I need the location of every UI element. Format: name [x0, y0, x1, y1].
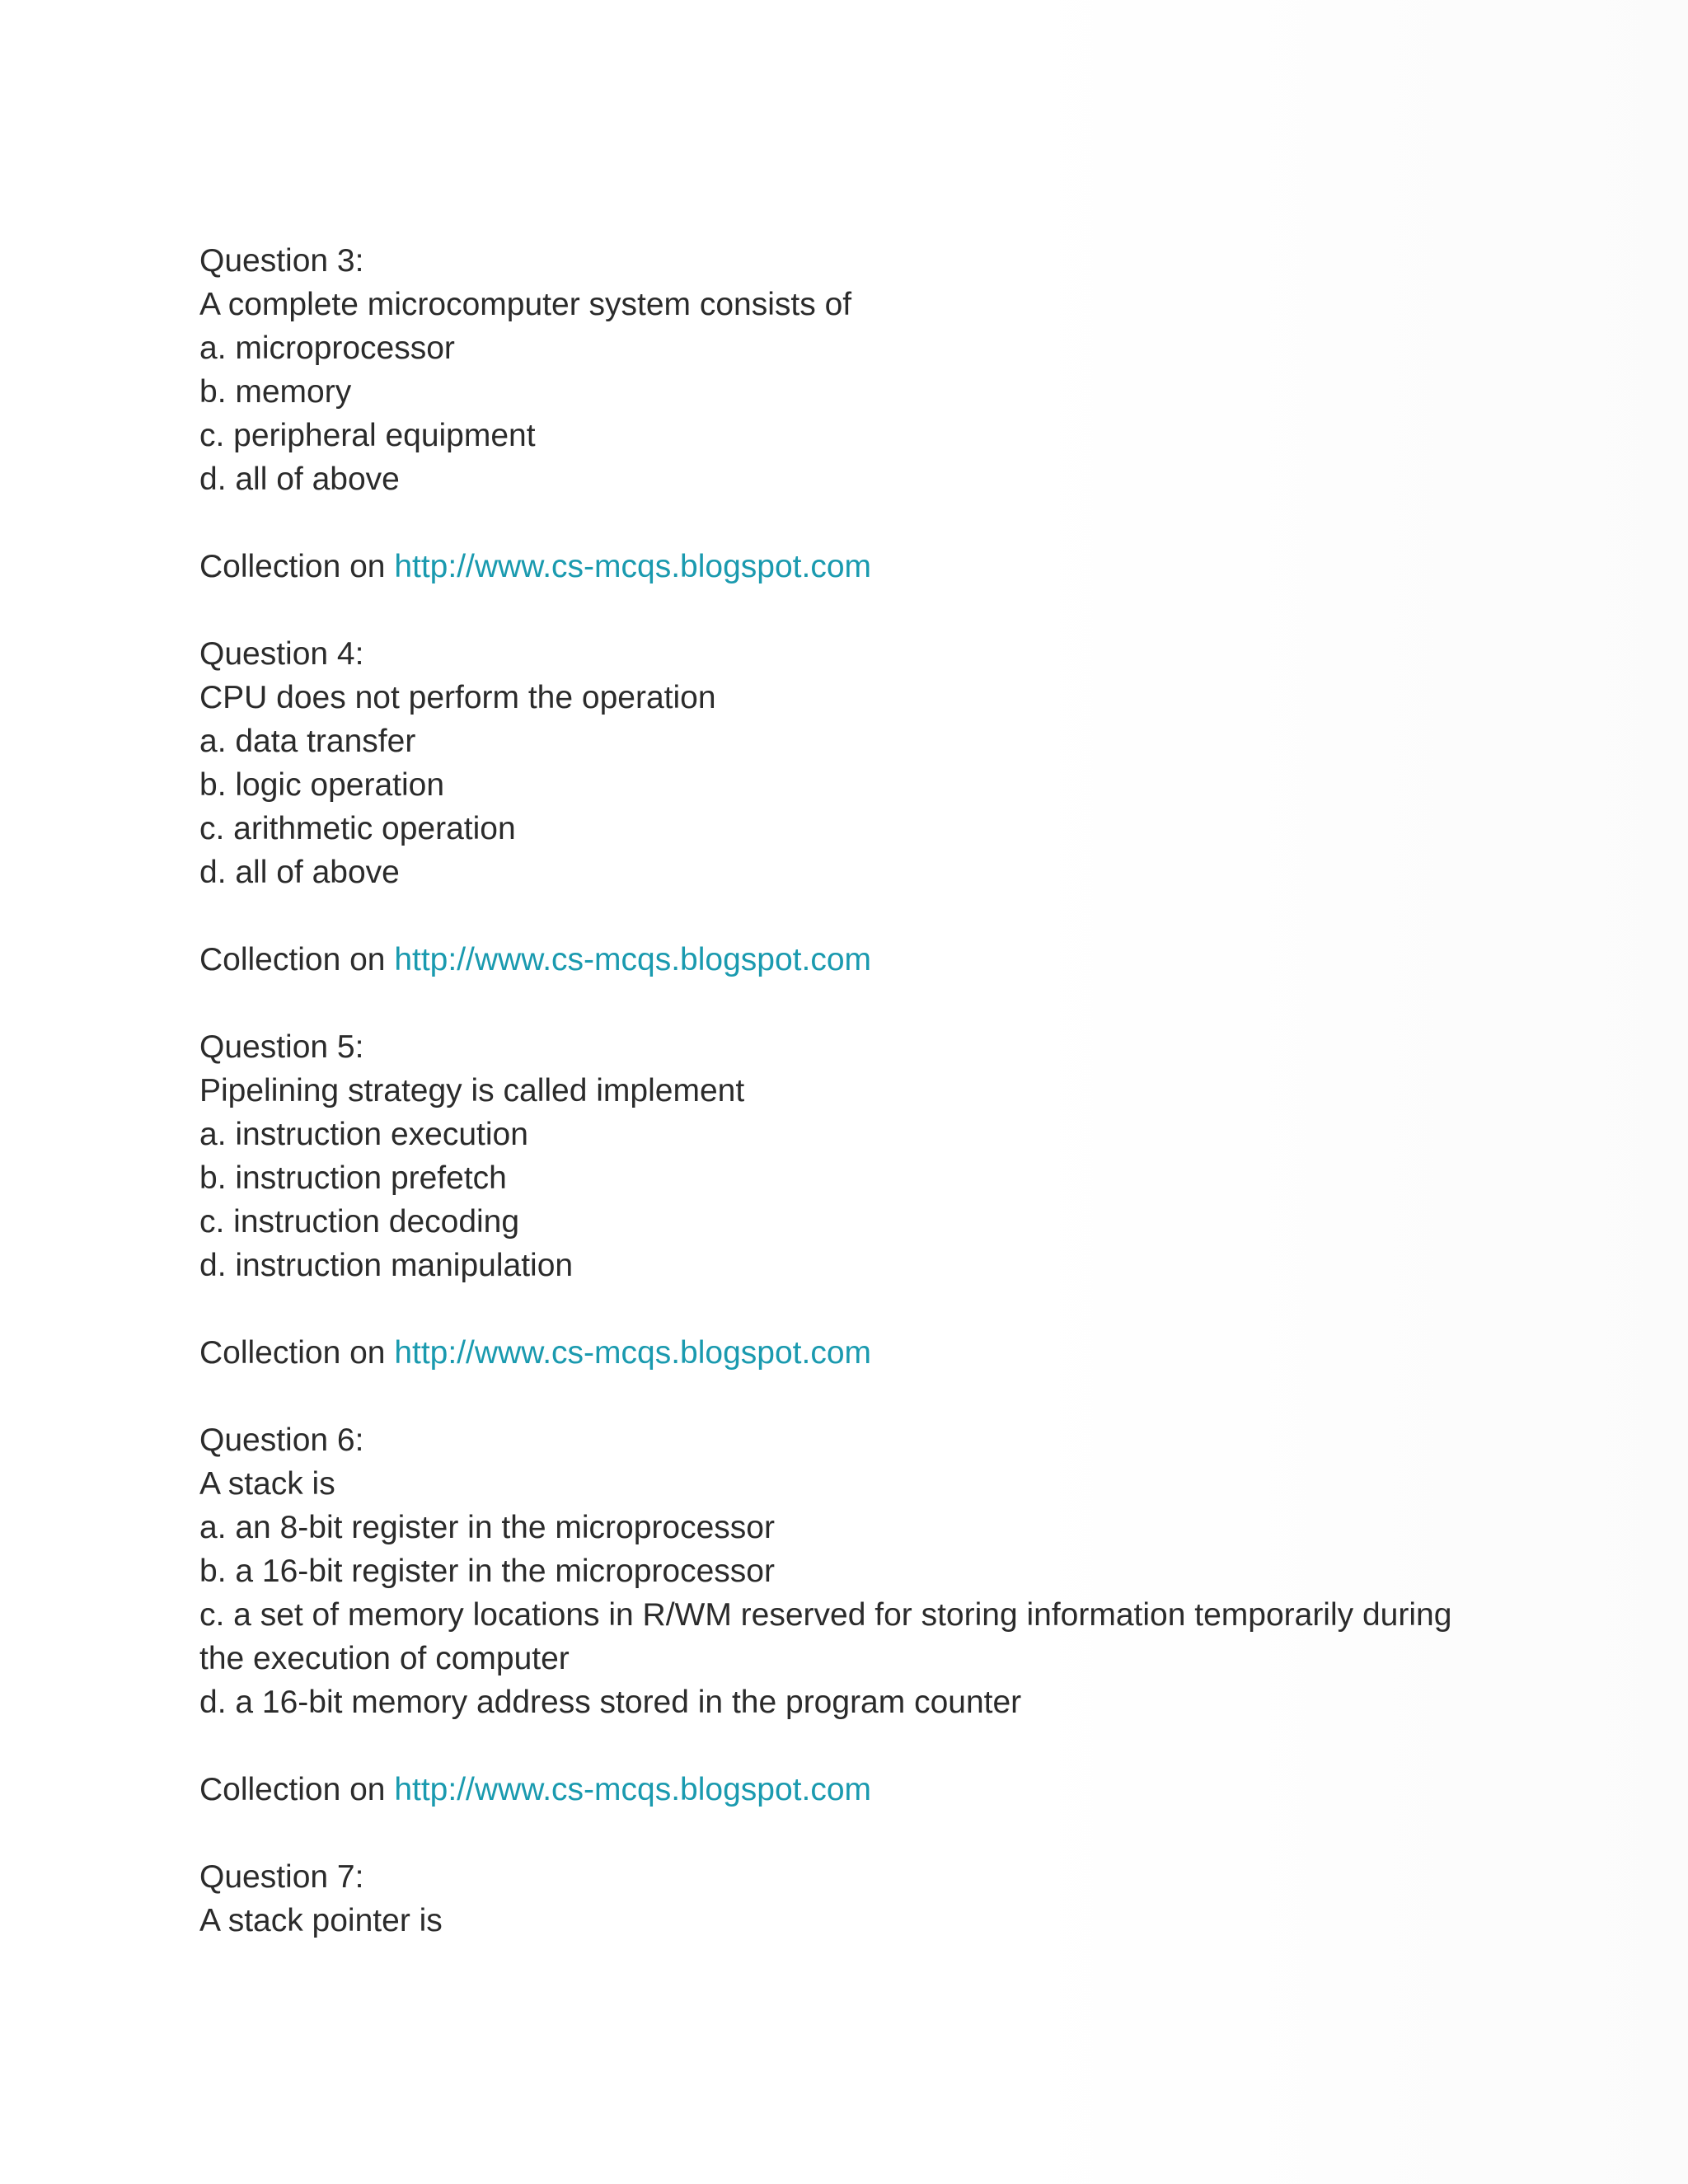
collection-prefix: Collection on — [199, 1772, 395, 1807]
document-content — [199, 239, 1502, 1943]
question-block-3 — [199, 239, 1502, 632]
question-text: A complete microcomputer system consists of — [199, 287, 852, 322]
question-block-6 — [199, 1418, 1502, 1855]
option-b: b. instruction prefetch — [199, 1160, 507, 1196]
question-text: CPU does not perform the operation — [199, 680, 716, 715]
collection-prefix: Collection on — [199, 1335, 395, 1371]
option-a: a. data transfer — [199, 724, 416, 759]
option-c: c. arithmetic operation — [199, 811, 516, 846]
collection-link[interactable]: http://www.cs-mcqs.blogspot.com — [394, 549, 872, 584]
question-text: A stack pointer is — [199, 1903, 443, 1938]
option-a: a. an 8-bit register in the microprocessor — [199, 1510, 775, 1545]
question-block-7 — [199, 1855, 1502, 1943]
question-label: Question 3: — [199, 243, 364, 279]
spacer — [199, 1724, 1502, 1768]
collection-link[interactable]: http://www.cs-mcqs.blogspot.com — [394, 942, 872, 977]
spacer — [199, 894, 1502, 938]
option-d: d. all of above — [199, 462, 400, 497]
option-b: b. memory — [199, 374, 352, 410]
spacer — [199, 1287, 1502, 1331]
option-c: c. a set of memory locations in R/WM reserved for storing information temporarily during the execution of computer — [199, 1597, 1452, 1676]
question-block-4 — [199, 632, 1502, 1025]
spacer — [199, 501, 1502, 545]
spacer — [199, 982, 1502, 1025]
collection-line — [199, 938, 1502, 982]
collection-prefix: Collection on — [199, 942, 395, 977]
option-d: d. a 16-bit memory address stored in the program counter — [199, 1685, 1022, 1720]
collection-line — [199, 545, 1502, 588]
question-text: A stack is — [199, 1466, 335, 1502]
question-block-5 — [199, 1025, 1502, 1418]
collection-link[interactable]: http://www.cs-mcqs.blogspot.com — [394, 1335, 872, 1371]
spacer — [199, 588, 1502, 632]
question-text: Pipelining strategy is called implement — [199, 1073, 745, 1108]
spacer — [199, 1375, 1502, 1418]
question-label: Question 4: — [199, 636, 364, 672]
option-d: d. all of above — [199, 855, 400, 890]
option-c: c. instruction decoding — [199, 1204, 520, 1240]
option-c: c. peripheral equipment — [199, 418, 536, 453]
spacer — [199, 1811, 1502, 1855]
question-label: Question 7: — [199, 1859, 364, 1895]
question-label: Question 6: — [199, 1422, 364, 1458]
collection-line — [199, 1768, 1502, 1811]
option-a: a. microprocessor — [199, 330, 455, 366]
option-a: a. instruction execution — [199, 1117, 528, 1152]
option-b: b. a 16-bit register in the microprocessor — [199, 1554, 775, 1589]
option-b: b. logic operation — [199, 767, 445, 803]
option-d: d. instruction manipulation — [199, 1248, 574, 1283]
collection-link[interactable]: http://www.cs-mcqs.blogspot.com — [394, 1772, 872, 1807]
collection-prefix: Collection on — [199, 549, 395, 584]
question-label: Question 5: — [199, 1029, 364, 1065]
collection-line — [199, 1331, 1502, 1375]
